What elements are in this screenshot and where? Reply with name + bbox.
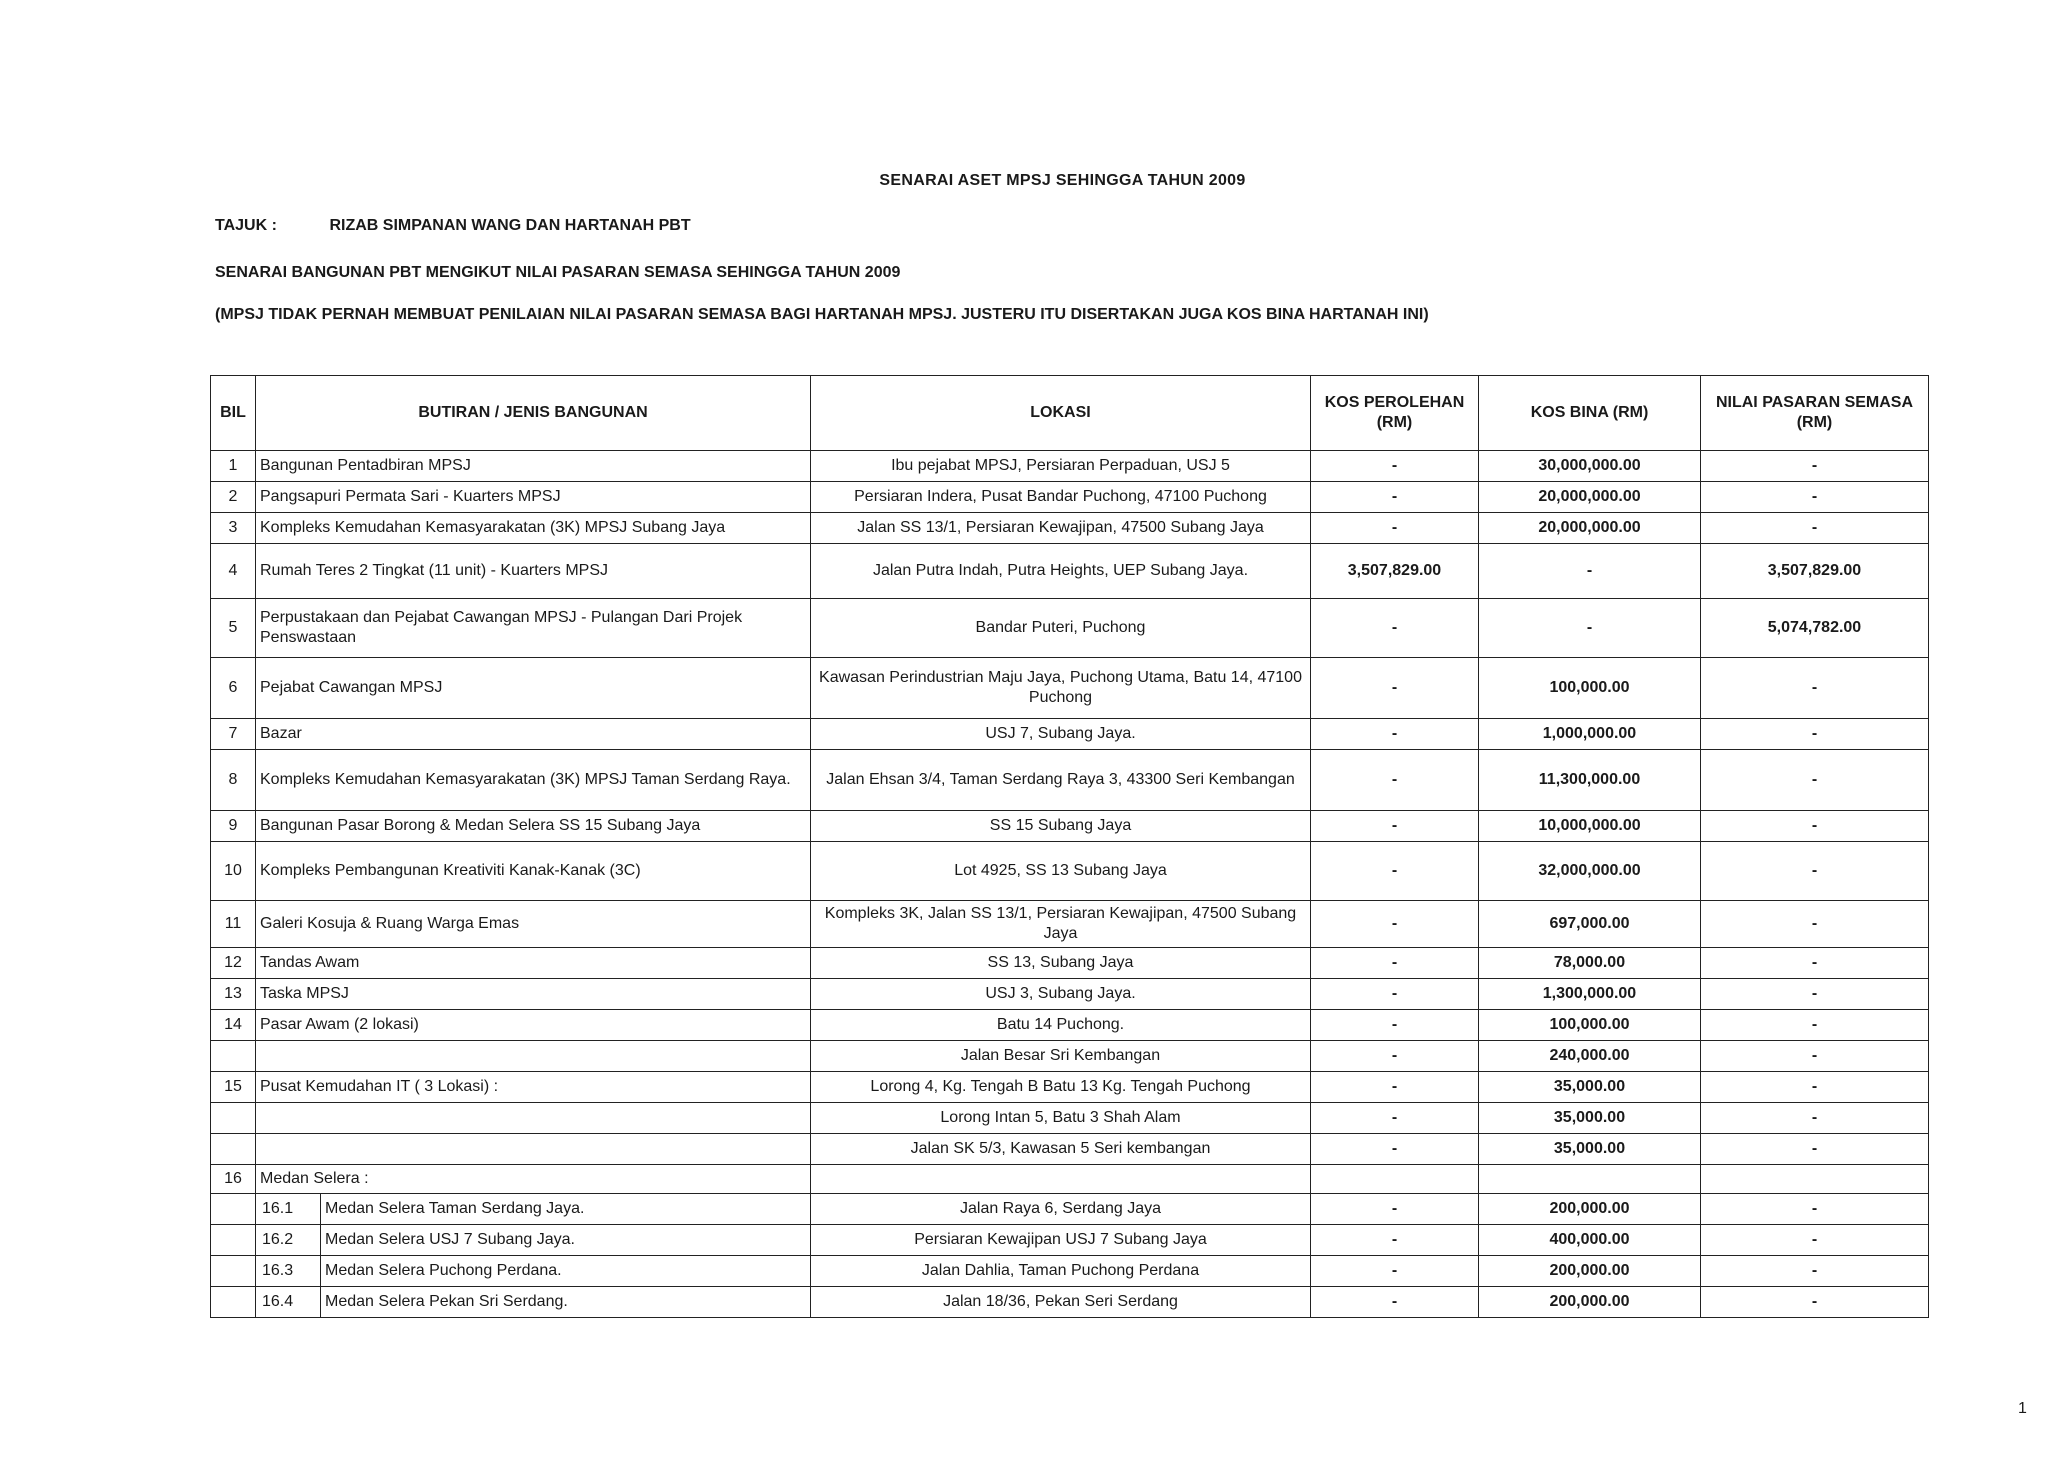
cell-butiran: Pangsapuri Permata Sari - Kuarters MPSJ <box>256 482 811 513</box>
cell-nilai-pasaran: - <box>1701 811 1929 842</box>
cell-bil: 14 <box>211 1010 256 1041</box>
cell-kos-bina: 11,300,000.00 <box>1479 750 1701 811</box>
page-number: 1 <box>2018 1400 2027 1417</box>
cell-kos-perolehan: - <box>1311 948 1479 979</box>
cell-kos-perolehan: - <box>1311 1103 1479 1134</box>
cell-kos-perolehan: - <box>1311 599 1479 658</box>
cell-lokasi: Ibu pejabat MPSJ, Persiaran Perpaduan, USJ 5 <box>811 451 1311 482</box>
cell-nilai-pasaran: - <box>1701 1072 1929 1103</box>
cell-nilai-pasaran: - <box>1701 979 1929 1010</box>
cell-nilai-pasaran: - <box>1701 750 1929 811</box>
cell-kos-bina: 35,000.00 <box>1479 1103 1701 1134</box>
cell-kos-bina: 100,000.00 <box>1479 658 1701 719</box>
cell-lokasi: Persiaran Indera, Pusat Bandar Puchong, 47100 Puchong <box>811 482 1311 513</box>
cell-kos-perolehan: - <box>1311 1010 1479 1041</box>
cell-kos-perolehan: - <box>1311 1194 1479 1225</box>
cell-butiran: Kompleks Pembangunan Kreativiti Kanak-Kanak (3C) <box>256 842 811 901</box>
cell-butiran: Rumah Teres 2 Tingkat (11 unit) - Kuarters MPSJ <box>256 544 811 599</box>
cell-bil: 5 <box>211 599 256 658</box>
cell-kos-perolehan: - <box>1311 1134 1479 1165</box>
cell-lokasi: Jalan SK 5/3, Kawasan 5 Seri kembangan <box>811 1134 1311 1165</box>
cell-kos-perolehan: - <box>1311 1041 1479 1072</box>
cell-kos-bina: 35,000.00 <box>1479 1134 1701 1165</box>
tajuk-label: TAJUK : <box>215 217 277 234</box>
table-row <box>211 513 1929 544</box>
cell-lokasi: Lot 4925, SS 13 Subang Jaya <box>811 842 1311 901</box>
subtitle: SENARAI BANGUNAN PBT MENGIKUT NILAI PASARAN SEMASA SEHINGGA TAHUN 2009 <box>215 264 901 281</box>
cell-lokasi <box>811 1165 1311 1194</box>
cell-nilai-pasaran: - <box>1701 1256 1929 1287</box>
cell-lokasi: Batu 14 Puchong. <box>811 1010 1311 1041</box>
cell-kos-bina: 400,000.00 <box>1479 1225 1701 1256</box>
cell-lokasi: Jalan SS 13/1, Persiaran Kewajipan, 47500 Subang Jaya <box>811 513 1311 544</box>
cell-butiran: Pasar Awam (2 lokasi) <box>256 1010 811 1041</box>
header-bil: BIL <box>211 376 256 451</box>
cell-nilai-pasaran: - <box>1701 1287 1929 1318</box>
cell-lokasi: Jalan 18/36, Pekan Seri Serdang <box>811 1287 1311 1318</box>
cell-lokasi: SS 15 Subang Jaya <box>811 811 1311 842</box>
cell-lokasi: Kawasan Perindustrian Maju Jaya, Puchong Utama, Batu 14, 47100 Puchong <box>811 658 1311 719</box>
cell-nilai-pasaran: - <box>1701 1041 1929 1072</box>
cell-lokasi: Jalan Ehsan 3/4, Taman Serdang Raya 3, 43300 Seri Kembangan <box>811 750 1311 811</box>
cell-bil: 10 <box>211 842 256 901</box>
cell-lokasi: Jalan Besar Sri Kembangan <box>811 1041 1311 1072</box>
header-kos-perolehan: KOS PEROLEHAN (RM) <box>1311 376 1479 451</box>
cell-kos-perolehan: - <box>1311 811 1479 842</box>
table-row <box>211 1103 1929 1134</box>
cell-kos-perolehan <box>1311 1165 1479 1194</box>
cell-sub-no: 16.4 <box>256 1287 321 1318</box>
table-row <box>211 451 1929 482</box>
note: (MPSJ TIDAK PERNAH MEMBUAT PENILAIAN NILAI PASARAN SEMASA BAGI HARTANAH MPSJ. JUSTERU ITU DISERTAKAN JUGA KOS BINA HARTANAH INI) <box>215 306 1429 323</box>
cell-kos-bina: 10,000,000.00 <box>1479 811 1701 842</box>
cell-kos-perolehan: - <box>1311 901 1479 948</box>
cell-butiran: Pusat Kemudahan IT ( 3 Lokasi) : <box>256 1072 811 1103</box>
cell-bil: 15 <box>211 1072 256 1103</box>
cell-butiran: Tandas Awam <box>256 948 811 979</box>
cell-nilai-pasaran: - <box>1701 1225 1929 1256</box>
cell-butiran <box>256 1103 811 1134</box>
table-header-row <box>211 376 1929 451</box>
cell-lokasi: Jalan Putra Indah, Putra Heights, UEP Subang Jaya. <box>811 544 1311 599</box>
cell-kos-perolehan: - <box>1311 1072 1479 1103</box>
cell-kos-bina: 200,000.00 <box>1479 1194 1701 1225</box>
cell-kos-perolehan: - <box>1311 979 1479 1010</box>
cell-nilai-pasaran <box>1701 1165 1929 1194</box>
table-row <box>211 842 1929 901</box>
table-row <box>211 658 1929 719</box>
cell-nilai-pasaran: - <box>1701 1134 1929 1165</box>
page-title: SENARAI ASET MPSJ SEHINGGA TAHUN 2009 <box>879 172 1246 189</box>
cell-butiran: Medan Selera Puchong Perdana. <box>321 1256 811 1287</box>
table-row <box>211 1072 1929 1103</box>
cell-lokasi: Bandar Puteri, Puchong <box>811 599 1311 658</box>
cell-butiran: Kompleks Kemudahan Kemasyarakatan (3K) MPSJ Subang Jaya <box>256 513 811 544</box>
cell-kos-perolehan: - <box>1311 1256 1479 1287</box>
cell-kos-bina: 1,000,000.00 <box>1479 719 1701 750</box>
cell-bil <box>211 1225 256 1256</box>
table-row <box>211 1165 1929 1194</box>
cell-nilai-pasaran: - <box>1701 482 1929 513</box>
table-row <box>211 544 1929 599</box>
cell-lokasi: Lorong 4, Kg. Tengah B Batu 13 Kg. Tengah Puchong <box>811 1072 1311 1103</box>
cell-nilai-pasaran: - <box>1701 1194 1929 1225</box>
cell-kos-bina: 20,000,000.00 <box>1479 482 1701 513</box>
header-butiran: BUTIRAN / JENIS BANGUNAN <box>256 376 811 451</box>
cell-bil: 12 <box>211 948 256 979</box>
cell-bil <box>211 1194 256 1225</box>
table-row <box>211 811 1929 842</box>
cell-nilai-pasaran: - <box>1701 948 1929 979</box>
cell-kos-bina: 30,000,000.00 <box>1479 451 1701 482</box>
cell-bil <box>211 1103 256 1134</box>
cell-nilai-pasaran: - <box>1701 513 1929 544</box>
tajuk-row <box>215 217 691 235</box>
cell-bil: 4 <box>211 544 256 599</box>
cell-nilai-pasaran: 5,074,782.00 <box>1701 599 1929 658</box>
cell-bil: 6 <box>211 658 256 719</box>
cell-bil <box>211 1256 256 1287</box>
cell-kos-bina: 697,000.00 <box>1479 901 1701 948</box>
cell-butiran: Bangunan Pasar Borong & Medan Selera SS 15 Subang Jaya <box>256 811 811 842</box>
cell-bil: 13 <box>211 979 256 1010</box>
cell-lokasi: Kompleks 3K, Jalan SS 13/1, Persiaran Kewajipan, 47500 Subang Jaya <box>811 901 1311 948</box>
cell-butiran: Bazar <box>256 719 811 750</box>
sub-table-row <box>211 1287 1929 1318</box>
cell-butiran: Medan Selera Taman Serdang Jaya. <box>321 1194 811 1225</box>
table-row <box>211 1010 1929 1041</box>
cell-bil: 8 <box>211 750 256 811</box>
cell-lokasi: Jalan Raya 6, Serdang Jaya <box>811 1194 1311 1225</box>
table-row <box>211 482 1929 513</box>
cell-kos-bina: 240,000.00 <box>1479 1041 1701 1072</box>
table-row <box>211 719 1929 750</box>
table-row <box>211 1041 1929 1072</box>
cell-nilai-pasaran: - <box>1701 901 1929 948</box>
cell-bil: 3 <box>211 513 256 544</box>
cell-butiran: Medan Selera USJ 7 Subang Jaya. <box>321 1225 811 1256</box>
sub-table-row <box>211 1225 1929 1256</box>
cell-bil: 2 <box>211 482 256 513</box>
cell-kos-bina <box>1479 1165 1701 1194</box>
cell-kos-bina: 20,000,000.00 <box>1479 513 1701 544</box>
cell-butiran: Bangunan Pentadbiran MPSJ <box>256 451 811 482</box>
cell-kos-bina: 32,000,000.00 <box>1479 842 1701 901</box>
cell-kos-perolehan: - <box>1311 451 1479 482</box>
table-row <box>211 1134 1929 1165</box>
cell-butiran: Galeri Kosuja & Ruang Warga Emas <box>256 901 811 948</box>
table-row <box>211 979 1929 1010</box>
cell-nilai-pasaran: - <box>1701 451 1929 482</box>
cell-bil: 11 <box>211 901 256 948</box>
header-kos-bina: KOS BINA (RM) <box>1479 376 1701 451</box>
cell-kos-perolehan: - <box>1311 513 1479 544</box>
cell-butiran: Pejabat Cawangan MPSJ <box>256 658 811 719</box>
sub-table-row <box>211 1256 1929 1287</box>
header-lokasi: LOKASI <box>811 376 1311 451</box>
cell-kos-bina: - <box>1479 544 1701 599</box>
cell-kos-perolehan: 3,507,829.00 <box>1311 544 1479 599</box>
cell-kos-perolehan: - <box>1311 482 1479 513</box>
cell-kos-perolehan: - <box>1311 750 1479 811</box>
cell-kos-bina: 35,000.00 <box>1479 1072 1701 1103</box>
cell-kos-perolehan: - <box>1311 1225 1479 1256</box>
cell-kos-bina: 1,300,000.00 <box>1479 979 1701 1010</box>
cell-butiran <box>256 1134 811 1165</box>
cell-nilai-pasaran: 3,507,829.00 <box>1701 544 1929 599</box>
cell-bil: 9 <box>211 811 256 842</box>
cell-lokasi: USJ 3, Subang Jaya. <box>811 979 1311 1010</box>
cell-sub-no: 16.2 <box>256 1225 321 1256</box>
cell-butiran: Perpustakaan dan Pejabat Cawangan MPSJ - Pulangan Dari Projek Penswastaan <box>256 599 811 658</box>
tajuk-value: RIZAB SIMPANAN WANG DAN HARTANAH PBT <box>329 217 691 234</box>
cell-sub-no: 16.3 <box>256 1256 321 1287</box>
cell-nilai-pasaran: - <box>1701 658 1929 719</box>
cell-bil: 1 <box>211 451 256 482</box>
cell-nilai-pasaran: - <box>1701 1103 1929 1134</box>
sub-table-row <box>211 1194 1929 1225</box>
cell-kos-bina: 200,000.00 <box>1479 1256 1701 1287</box>
table-row <box>211 948 1929 979</box>
cell-lokasi: SS 13, Subang Jaya <box>811 948 1311 979</box>
cell-sub-no: 16.1 <box>256 1194 321 1225</box>
cell-bil <box>211 1041 256 1072</box>
cell-butiran: Medan Selera Pekan Sri Serdang. <box>321 1287 811 1318</box>
cell-butiran: Medan Selera : <box>256 1165 811 1194</box>
cell-butiran: Kompleks Kemudahan Kemasyarakatan (3K) MPSJ Taman Serdang Raya. <box>256 750 811 811</box>
cell-bil: 7 <box>211 719 256 750</box>
cell-butiran: Taska MPSJ <box>256 979 811 1010</box>
cell-bil <box>211 1134 256 1165</box>
cell-kos-bina: 200,000.00 <box>1479 1287 1701 1318</box>
cell-kos-perolehan: - <box>1311 719 1479 750</box>
cell-lokasi: USJ 7, Subang Jaya. <box>811 719 1311 750</box>
cell-kos-perolehan: - <box>1311 1287 1479 1318</box>
cell-butiran <box>256 1041 811 1072</box>
cell-kos-perolehan: - <box>1311 658 1479 719</box>
cell-nilai-pasaran: - <box>1701 1010 1929 1041</box>
table-row <box>211 901 1929 948</box>
cell-nilai-pasaran: - <box>1701 719 1929 750</box>
cell-bil <box>211 1287 256 1318</box>
cell-nilai-pasaran: - <box>1701 842 1929 901</box>
cell-kos-bina: - <box>1479 599 1701 658</box>
header-nilai-pasaran: NILAI PASARAN SEMASA (RM) <box>1701 376 1929 451</box>
table-row <box>211 750 1929 811</box>
cell-kos-bina: 100,000.00 <box>1479 1010 1701 1041</box>
cell-lokasi: Jalan Dahlia, Taman Puchong Perdana <box>811 1256 1311 1287</box>
table-row <box>211 599 1929 658</box>
cell-kos-perolehan: - <box>1311 842 1479 901</box>
cell-lokasi: Persiaran Kewajipan USJ 7 Subang Jaya <box>811 1225 1311 1256</box>
asset-table <box>210 375 1929 1318</box>
cell-lokasi: Lorong Intan 5, Batu 3 Shah Alam <box>811 1103 1311 1134</box>
cell-kos-bina: 78,000.00 <box>1479 948 1701 979</box>
cell-bil: 16 <box>211 1165 256 1194</box>
